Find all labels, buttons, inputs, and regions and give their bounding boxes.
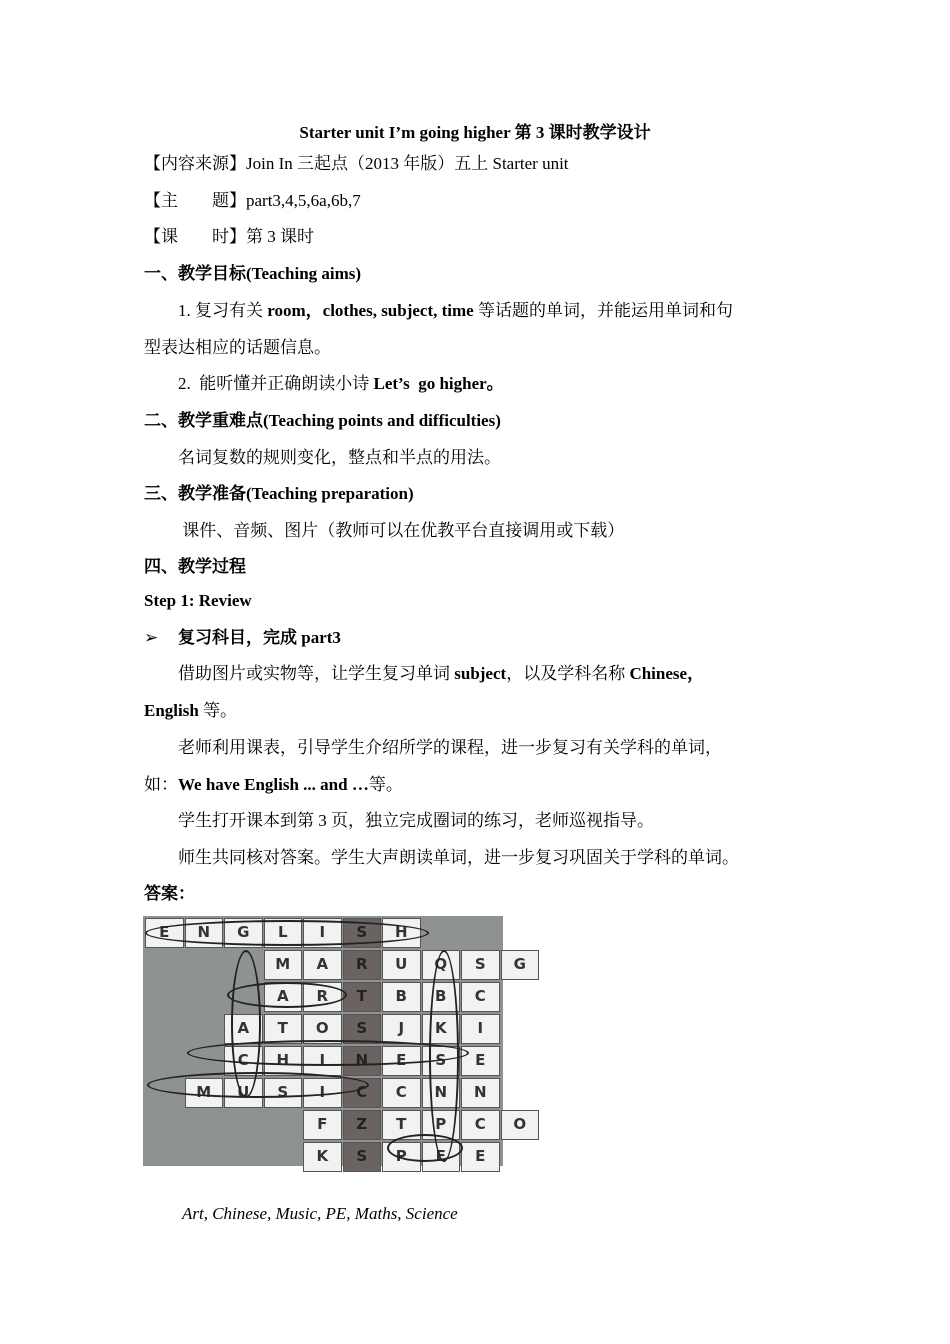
puzzle-cell: M bbox=[185, 1078, 224, 1108]
p2-b: 如： bbox=[144, 775, 178, 794]
puzzle-cell: N bbox=[343, 1046, 382, 1076]
puzzle-cell: T bbox=[343, 982, 382, 1012]
topic-label: 【主 题】 bbox=[144, 191, 246, 210]
puzzle-cell: E bbox=[145, 918, 184, 948]
puzzle-cell: N bbox=[185, 918, 224, 948]
para-1 bbox=[178, 663, 704, 685]
aim-1 bbox=[178, 300, 733, 322]
puzzle-cell: C bbox=[382, 1078, 421, 1108]
puzzle-cell: N bbox=[461, 1078, 500, 1108]
puzzle-cell: U bbox=[224, 1078, 263, 1108]
puzzle-cell: H bbox=[264, 1046, 303, 1076]
puzzle-cell: S bbox=[343, 1014, 382, 1044]
puzzle-cell: N bbox=[422, 1078, 461, 1108]
para-4: 师生共同核对答案。学生大声朗读单词，进一步复习巩固关于学科的单词。 bbox=[178, 848, 739, 867]
puzzle-cell: C bbox=[343, 1078, 382, 1108]
answer-label: 答案： bbox=[144, 884, 195, 903]
puzzle-cell: U bbox=[382, 950, 421, 980]
puzzle-cell: I bbox=[303, 918, 342, 948]
ring-pe bbox=[387, 1134, 463, 1162]
ring-english bbox=[145, 920, 429, 946]
para-2-continued bbox=[144, 774, 403, 796]
para-3: 学生打开课本到第 3 页，独立完成圈词的练习，老师巡视指导。 bbox=[178, 811, 654, 830]
p1-d: Chinese， bbox=[629, 664, 705, 683]
aim1-prefix: 1. 复习有关 bbox=[178, 301, 268, 320]
puzzle-cell: S bbox=[264, 1078, 303, 1108]
puzzle-cell: C bbox=[461, 982, 500, 1012]
p1-c: ，以及学科名称 bbox=[506, 664, 630, 683]
page-title: Starter unit I’m going higher 第 3 课时教学设计 bbox=[299, 123, 651, 142]
ring-science bbox=[429, 950, 459, 1162]
puzzle-cell: G bbox=[224, 918, 263, 948]
aim-1-continued: 型表达相应的话题信息。 bbox=[144, 338, 331, 357]
puzzle-cell: K bbox=[303, 1142, 342, 1172]
puzzle-cell: C bbox=[224, 1046, 263, 1076]
puzzle-cell: T bbox=[382, 1110, 421, 1140]
puzzle-cell: P bbox=[422, 1110, 461, 1140]
source-value: Join In 三起点（2013 年版）五上 Starter unit bbox=[246, 154, 569, 173]
puzzle-cell: B bbox=[382, 982, 421, 1012]
puzzle-cell: O bbox=[501, 1110, 540, 1140]
puzzle-cell: T bbox=[264, 1014, 303, 1044]
p1-b: subject bbox=[454, 664, 507, 683]
aim-2 bbox=[178, 373, 504, 395]
p2-c: We have English ... and … bbox=[178, 775, 369, 794]
puzzle-cell: I bbox=[461, 1014, 500, 1044]
puzzle-cell: E bbox=[461, 1142, 500, 1172]
points-text: 名词复数的规则变化，整点和半点的用法。 bbox=[178, 448, 501, 467]
puzzle-cell: E bbox=[422, 1142, 461, 1172]
puzzle-cell: H bbox=[382, 918, 421, 948]
aims-heading: 一、教学目标(Teaching aims) bbox=[144, 264, 362, 283]
puzzle-cell: P bbox=[382, 1142, 421, 1172]
puzzle-cell: L bbox=[264, 918, 303, 948]
period-label: 【课 时】 bbox=[144, 227, 246, 246]
puzzle-cell: S bbox=[343, 1142, 382, 1172]
puzzle-cell: A bbox=[264, 982, 303, 1012]
ring-chinese bbox=[187, 1040, 469, 1066]
aim1-words: room，clothes, subject, time bbox=[267, 301, 474, 320]
puzzle-cell: B bbox=[422, 982, 461, 1012]
aim1-suffix: 等话题的单词，并能运用单词和句 bbox=[473, 301, 733, 320]
prep-text: 课件、音频、图片（教师可以在优教平台直接调用或下载） bbox=[178, 521, 625, 540]
puzzle-cell: O bbox=[303, 1014, 342, 1044]
puzzle-cell: J bbox=[382, 1014, 421, 1044]
ring-maths bbox=[231, 950, 261, 1098]
process-heading: 四、教学过程 bbox=[144, 557, 246, 576]
topic-value: part3,4,5,6a,6b,7 bbox=[246, 191, 361, 210]
aim2-bold: Let’s go higher。 bbox=[373, 374, 504, 393]
puzzle-cell: Z bbox=[343, 1110, 382, 1140]
prep-heading: 三、教学准备(Teaching preparation) bbox=[144, 484, 414, 503]
bullet-text: 复习科目，完成 part3 bbox=[178, 628, 341, 647]
step1-heading: Step 1: Review bbox=[144, 591, 252, 610]
puzzle-cell: F bbox=[303, 1110, 342, 1140]
bullet-arrow-icon: ➢ bbox=[144, 628, 159, 648]
puzzle-cell: M bbox=[264, 950, 303, 980]
points-heading: 二、教学重难点(Teaching points and difficulties) bbox=[144, 411, 501, 430]
word-search-puzzle bbox=[143, 916, 527, 1166]
puzzle-cell: G bbox=[501, 950, 540, 980]
puzzle-cell: I bbox=[303, 1046, 342, 1076]
period-value: 第 3 课时 bbox=[246, 227, 314, 246]
puzzle-cell: E bbox=[382, 1046, 421, 1076]
period-line bbox=[144, 226, 314, 248]
puzzle-cell: R bbox=[303, 982, 342, 1012]
para-1-continued bbox=[144, 700, 237, 722]
puzzle-cell: A bbox=[303, 950, 342, 980]
puzzle-cell: R bbox=[343, 950, 382, 980]
ring-music bbox=[147, 1072, 369, 1098]
p1-f: 等。 bbox=[198, 701, 238, 720]
aim2-prefix: 2. 能听懂并正确朗读小诗 bbox=[178, 374, 374, 393]
source-label: 【内容来源】 bbox=[144, 154, 246, 173]
p1-e: English bbox=[144, 701, 199, 720]
puzzle-cell: C bbox=[461, 1110, 500, 1140]
puzzle-cell: A bbox=[224, 1014, 263, 1044]
puzzle-cell: S bbox=[343, 918, 382, 948]
topic-line bbox=[144, 190, 361, 212]
puzzle-cell: I bbox=[303, 1078, 342, 1108]
p1-a: 借助图片或实物等，让学生复习单词 bbox=[178, 664, 455, 683]
puzzle-cell: K bbox=[422, 1014, 461, 1044]
source-line bbox=[144, 153, 569, 175]
p2-d: 等。 bbox=[368, 775, 403, 794]
answer-words: Art, Chinese, Music, PE, Maths, Science bbox=[182, 1204, 458, 1223]
bullet-line bbox=[144, 627, 341, 649]
puzzle-cell: S bbox=[461, 950, 500, 980]
para-2: 老师利用课表，引导学生介绍所学的课程，进一步复习有关学科的单词， bbox=[178, 738, 722, 757]
puzzle-cell: Q bbox=[422, 950, 461, 980]
puzzle-cell: S bbox=[422, 1046, 461, 1076]
puzzle-cell: E bbox=[461, 1046, 500, 1076]
